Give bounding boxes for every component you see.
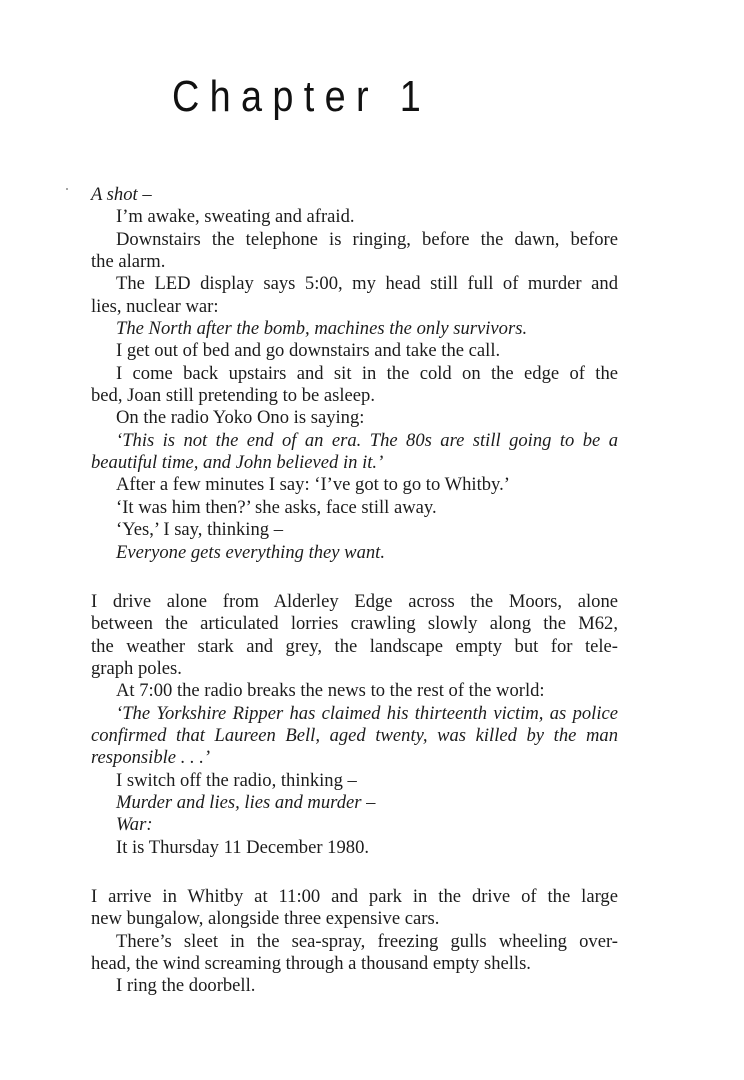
section-3 [91,886,618,998]
text-line: ‘It was him then?’ she asks, face still away. [116,496,437,518]
text-line: Murder and lies, lies and murder – [116,791,376,813]
text-line: On the radio Yoko Ono is saying: [116,407,365,429]
text-line: beautiful time, and John believed in it.’ [91,452,384,474]
text-line: The North after the bomb, machines the only survivors. [116,318,528,340]
text-line: the weather stark and grey, the landscape empty but for tele- [91,635,618,657]
text-line: I drive alone from Alderley Edge across the Moors, alone [91,590,618,612]
text-line: between the articulated lorries crawling slowly along the M62, [91,613,618,635]
text-line: lies, nuclear war: [91,295,219,317]
chapter-body [91,184,618,998]
text-line: After a few minutes I say: ‘I’ve got to go to Whitby.’ [116,474,510,496]
print-speck [66,188,68,190]
text-line: new bungalow, alongside three expensive cars. [91,908,440,930]
section-break [91,564,618,591]
text-line: The LED display says 5:00, my head still full of murder and [116,273,618,295]
text-line: At 7:00 the radio breaks the news to the rest of the world: [116,680,545,702]
text-line: ‘Yes,’ I say, thinking – [116,519,283,541]
text-line: responsible . . .’ [91,747,211,769]
text-line: confirmed that Laureen Bell, aged twenty, was killed by the man [91,724,618,746]
text-line: I arrive in Whitby at 11:00 and park in the drive of the large [91,885,618,907]
text-line: I get out of bed and go downstairs and take the call. [116,340,501,362]
text-line: I switch off the radio, thinking – [116,769,357,791]
text-line: Everyone gets everything they want. [116,541,385,563]
text-line: bed, Joan still pretending to be asleep. [91,385,375,407]
section-2 [91,591,618,859]
text-line: the alarm. [91,251,166,273]
section-break [91,859,618,886]
text-line: War: [116,814,153,836]
text-line: I ring the doorbell. [116,975,256,997]
text-line: It is Thursday 11 December 1980. [116,836,370,858]
section-1 [91,184,618,564]
text-line: I come back upstairs and sit in the cold on the edge of the [116,362,618,384]
text-line: ‘The Yorkshire Ripper has claimed his thirteenth victim, as police [116,702,618,724]
text-line: ‘This is not the end of an era. The 80s are still going to be a [116,429,618,451]
chapter-title: Chapter 1 [172,72,432,121]
text-line: A shot – [91,184,152,205]
text-line: There’s sleet in the sea-spray, freezing gulls wheeling over- [116,930,618,952]
text-line: graph poles. [91,657,182,679]
text-line: head, the wind screaming through a thousand empty shells. [91,953,531,974]
text-line: I’m awake, sweating and afraid. [116,206,355,228]
text-line: Downstairs the telephone is ringing, before the dawn, before [116,228,618,250]
